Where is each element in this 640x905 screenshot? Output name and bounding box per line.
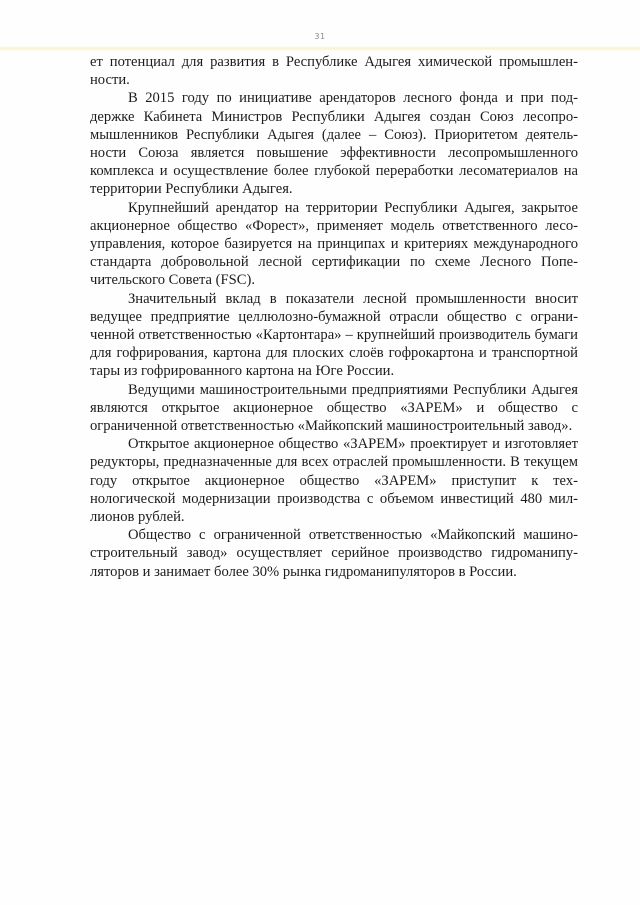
page-number: 31	[314, 32, 326, 41]
paragraph-maikop-plant: Общество с ограниченной ответственностью «Майкопский машиностроительный завод» осуществляет серийное производство гидроманипуляторов и занимает более 30% рынка гидроманипуляторов в России.	[90, 527, 578, 580]
header-rule	[0, 46, 640, 51]
paragraph-forest-union: В 2015 году по инициативе арендаторов лесного фонда и при поддержке Кабинета Министров Республики Адыгея создан Союз лесопромышленников Республики Адыгея (далее – Союз). Приоритетом деятельности Союза является повышение эффективности лесопромышленного комплекса и осуществление более глубокой переработки лесоматериалов на территории Республики Адыгея.	[90, 90, 578, 198]
paragraph-machine-building: Ведущими машиностроительными предприятиями Республики Адыгея являются открытое акционерное общество «ЗАРЕМ» и общество с ограниченной ответственностью «Майкопский машиностроительный завод».	[90, 381, 578, 435]
paragraph-kartontara: Значительный вклад в показатели лесной промышленности вносит ведущее предприятие целлюлозно-бумажной отрасли общество с ограниченной ответственностью «Картонтара» – крупнейший производитель бумаги для гофрирования, картона для плоских слоёв гофрокартона и транспортной тары из гофрированного картона на Юге России.	[90, 290, 578, 380]
paragraph-zarem: Открытое акционерное общество «ЗАРЕМ» проектирует и изготовляет редукторы, предназначенные для всех отраслей промышленности. В текущем году открытое акционерное общество «ЗАРЕМ» приступит к технологической модернизации производства с объемом инвестиций 480 миллионов рублей.	[90, 436, 578, 526]
paragraph-continuation: ет потенциал для развития в Республике Адыгея химической промышленности.	[90, 54, 578, 89]
paragraph-forest-company: Крупнейший арендатор на территории Республики Адыгея, закрытое акционерное общество «Форест», применяет модель ответственного лесоуправления, которое базируется на принципах и критериях международного стандарта добровольной лесной сертификации по схеме Лесного Попечительского Совета (FSC).	[90, 199, 578, 289]
document-body	[90, 53, 578, 581]
